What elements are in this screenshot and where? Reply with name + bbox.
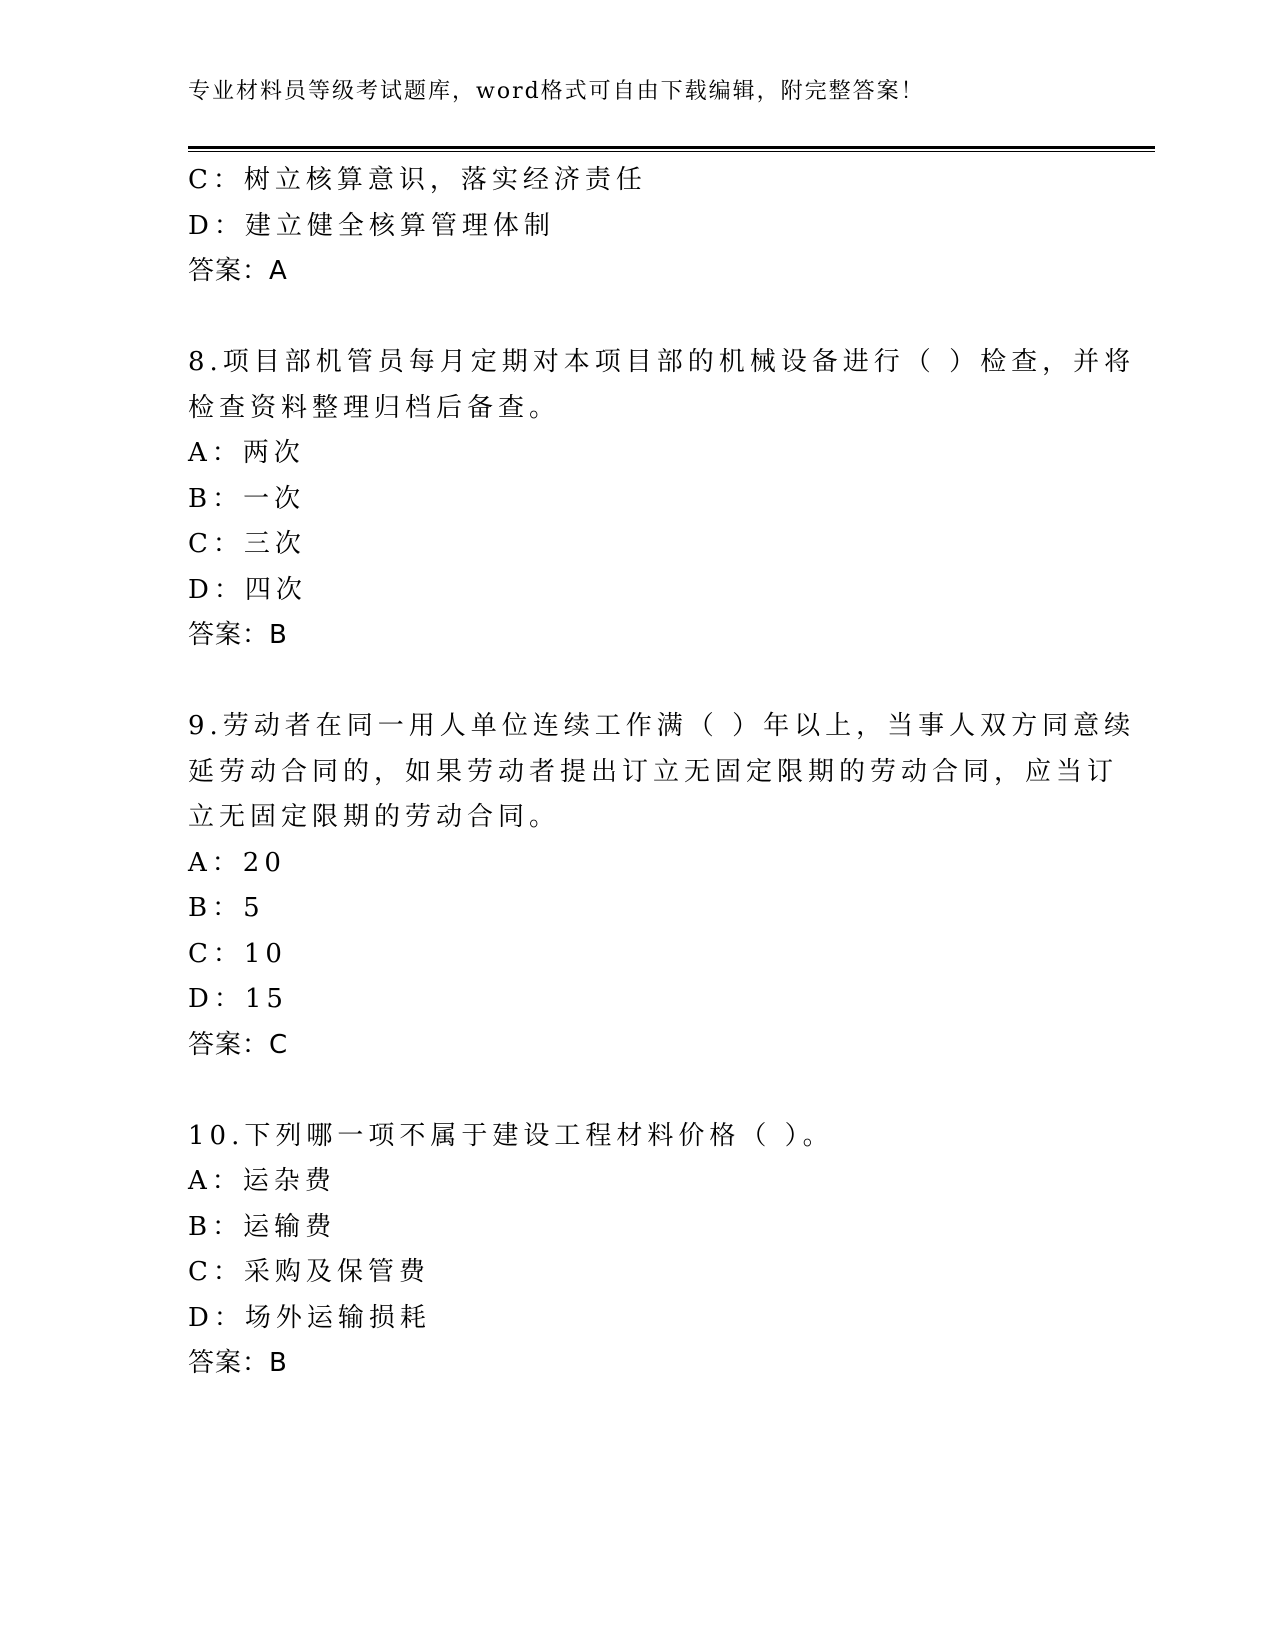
option-line: B：一次 bbox=[188, 483, 306, 514]
question-text-line: 检查资料整理归档后备查。 bbox=[188, 392, 561, 423]
option-line: B：5 bbox=[188, 893, 265, 923]
header-divider bbox=[188, 146, 1155, 152]
question-list bbox=[188, 158, 1136, 1387]
question-text-line: 立无固定限期的劳动合同。 bbox=[188, 802, 561, 832]
option-line: D：四次 bbox=[188, 574, 307, 605]
option-line: A：运杂费 bbox=[188, 1166, 336, 1196]
option-line: C：采购及保管费 bbox=[188, 1257, 430, 1287]
option-line: D：场外运输损耗 bbox=[188, 1302, 431, 1333]
option-line: B：运输费 bbox=[188, 1211, 337, 1242]
page-header: 专业材料员等级考试题库，word格式可自由下载编辑，附完整答案！ bbox=[188, 79, 925, 104]
answer-line: 答案：C bbox=[188, 1029, 289, 1060]
answer-line: 答案：B bbox=[188, 620, 288, 650]
question-9 bbox=[188, 704, 1136, 1068]
spacer bbox=[188, 295, 1088, 341]
answer-line: 答案：B bbox=[188, 1348, 288, 1378]
spacer bbox=[188, 659, 1088, 705]
option-line: D：建立健全核算管理体制 bbox=[188, 210, 555, 241]
question-text-line: 10.下列哪一项不属于建设工程材料价格（ ）。 bbox=[188, 1120, 834, 1151]
question-text-line: 延劳动合同的，如果劳动者提出订立无固定限期的劳动合同，应当订 bbox=[188, 756, 1119, 787]
option-line: C：树立核算意识，落实经济责任 bbox=[188, 165, 647, 195]
spacer bbox=[188, 1068, 1088, 1114]
option-line: D：15 bbox=[188, 984, 288, 1014]
option-line: C：10 bbox=[188, 938, 287, 969]
question-text-line: 9.劳动者在同一用人单位连续工作满（ ）年以上，当事人双方同意续 bbox=[188, 711, 1136, 741]
question-8 bbox=[188, 340, 1136, 659]
option-line: C：三次 bbox=[188, 529, 306, 559]
option-line: A：两次 bbox=[188, 438, 305, 468]
option-line: A：20 bbox=[188, 847, 286, 878]
question-10 bbox=[188, 1114, 1088, 1387]
answer-line: 答案：A bbox=[188, 256, 288, 286]
question-text-line: 8.项目部机管员每月定期对本项目部的机械设备进行（ ）检查，并将 bbox=[188, 347, 1136, 377]
